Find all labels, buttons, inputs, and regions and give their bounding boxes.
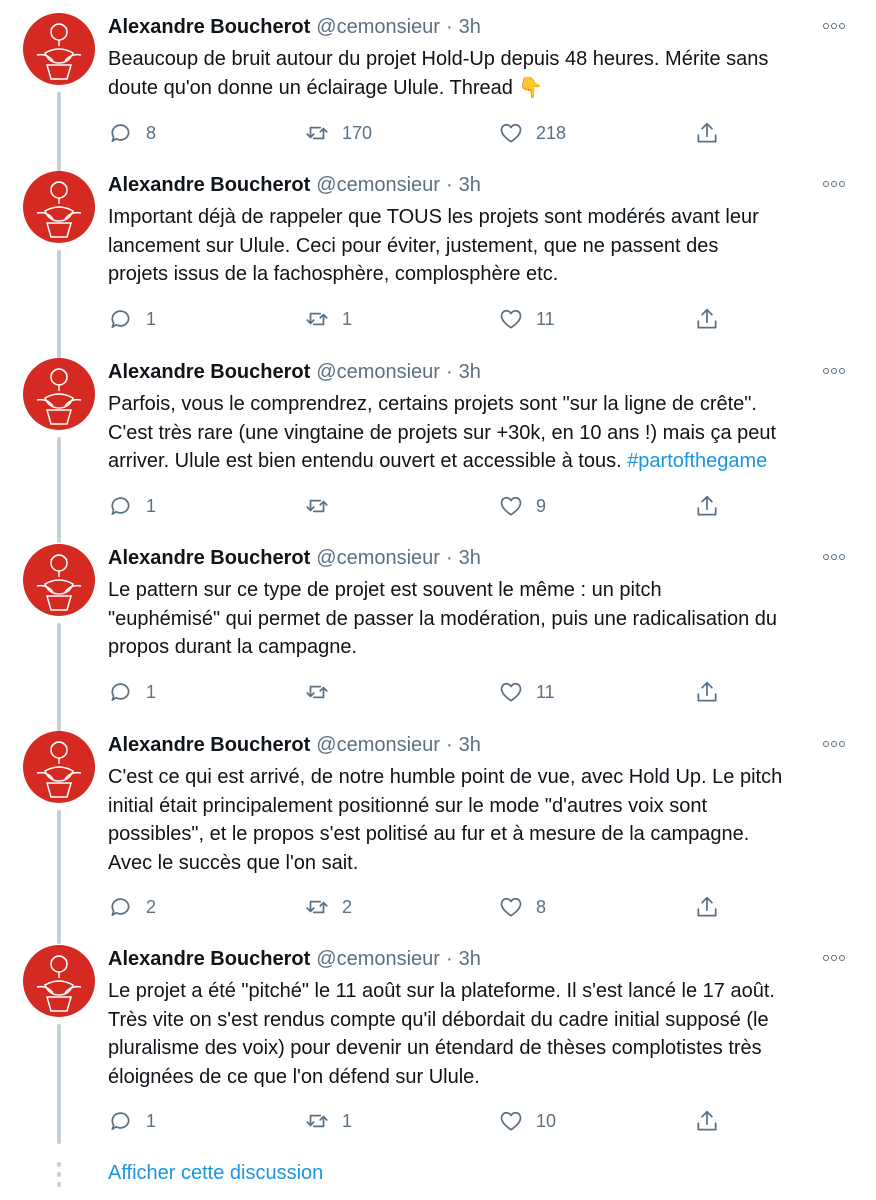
tweet[interactable] <box>0 718 876 932</box>
retweet-count: 2 <box>342 896 353 917</box>
author-handle[interactable]: @cemonsieur <box>316 948 440 970</box>
reply-button[interactable] <box>108 679 156 705</box>
thread-connector <box>57 250 61 360</box>
retweet-button[interactable] <box>304 679 342 705</box>
victorian-woman-avatar-icon <box>23 731 95 803</box>
victorian-woman-avatar-icon <box>23 171 95 243</box>
share-button[interactable] <box>694 894 720 920</box>
thread-connector <box>57 437 61 543</box>
reply-icon <box>108 120 134 146</box>
author-name[interactable]: Alexandre Boucherot <box>108 174 311 196</box>
separator: · <box>445 948 453 970</box>
reply-count: 1 <box>146 495 157 516</box>
author-name[interactable]: Alexandre Boucherot <box>108 734 311 756</box>
retweet-icon <box>304 120 330 146</box>
retweet-icon <box>304 493 330 519</box>
tweet-text: Parfois, vous le comprendrez, certains projets sont "sur la ligne de crête". C'est très rare (une vingtaine de projets sur +30k, en 10 ans !) mais ça peut arriver. Ulule est bien entendu ouvert et accessible à tous. #partofthegame <box>108 393 777 472</box>
separator: · <box>445 361 453 383</box>
timestamp[interactable]: 3h <box>458 16 481 38</box>
like-count: 8 <box>536 896 547 917</box>
victorian-woman-avatar-icon <box>23 358 95 430</box>
separator: · <box>445 16 453 38</box>
author-handle[interactable]: @cemonsieur <box>316 174 440 196</box>
thread-continuation-dots <box>57 1162 61 1192</box>
victorian-woman-avatar-icon <box>23 945 95 1017</box>
tweet[interactable] <box>0 531 876 721</box>
like-count: 218 <box>536 122 567 143</box>
tweet[interactable] <box>0 345 876 535</box>
victorian-woman-avatar-icon <box>23 13 95 85</box>
share-icon <box>694 306 720 332</box>
tweet-text: C'est ce qui est arrivé, de notre humble point de vue, avec Hold Up. Le pitch initial était principalement positionné sur le mode "d'autres voix sont possibles", et le propos s'est politisé au fur et à mesure de la campagne. Avec le succès que l'on sait. <box>108 766 783 874</box>
like-count: 11 <box>536 308 555 329</box>
heart-icon <box>498 493 524 519</box>
tweet-actions <box>108 306 848 332</box>
timestamp[interactable]: 3h <box>458 547 481 569</box>
like-button[interactable] <box>498 679 555 705</box>
reply-icon <box>108 306 134 332</box>
share-icon <box>694 120 720 146</box>
author-name[interactable]: Alexandre Boucherot <box>108 361 311 383</box>
retweet-count: 170 <box>342 122 373 143</box>
tweet-text: Le pattern sur ce type de projet est souvent le même : un pitch "euphémisé" qui permet de passer la modération, puis une radicalisation du propos durant la campagne. <box>108 579 778 658</box>
timestamp[interactable]: 3h <box>458 948 481 970</box>
reply-count: 1 <box>146 308 157 329</box>
reply-icon <box>108 1108 134 1134</box>
heart-icon <box>498 306 524 332</box>
show-thread-link[interactable]: Afficher cette discussion <box>108 1162 324 1184</box>
like-button[interactable] <box>498 894 546 920</box>
like-button[interactable] <box>498 120 566 146</box>
retweet-icon <box>304 1108 330 1134</box>
reply-button[interactable] <box>108 493 156 519</box>
retweet-count: 1 <box>342 1110 353 1131</box>
more-options-icon[interactable] <box>820 551 848 563</box>
reply-count: 2 <box>146 896 157 917</box>
thread-connector <box>57 810 61 944</box>
share-button[interactable] <box>694 679 720 705</box>
tweet-text: Beaucoup de bruit autour du projet Hold-Up depuis 48 heures. Mérite sans doute qu'on donne un éclairage Ulule. Thread 👇 <box>108 48 769 99</box>
separator: · <box>445 174 453 196</box>
thread-footer <box>0 1158 876 1194</box>
heart-icon <box>498 120 524 146</box>
reply-button[interactable] <box>108 120 156 146</box>
avatar[interactable] <box>23 544 95 616</box>
tweet[interactable] <box>0 0 876 172</box>
hashtag-link[interactable]: #partofthegame <box>627 450 768 472</box>
timestamp[interactable]: 3h <box>458 174 481 196</box>
author-handle[interactable]: @cemonsieur <box>316 16 440 38</box>
retweet-button[interactable] <box>304 120 372 146</box>
timestamp[interactable]: 3h <box>458 734 481 756</box>
tweet[interactable] <box>0 158 876 348</box>
avatar[interactable] <box>23 358 95 430</box>
tweet-actions <box>108 493 848 519</box>
retweet-button[interactable] <box>304 306 352 332</box>
author-name[interactable]: Alexandre Boucherot <box>108 16 311 38</box>
avatar[interactable] <box>23 731 95 803</box>
like-count: 11 <box>536 681 555 702</box>
timestamp[interactable]: 3h <box>458 361 481 383</box>
share-button[interactable] <box>694 120 720 146</box>
reply-count: 1 <box>146 1110 157 1131</box>
victorian-woman-avatar-icon <box>23 544 95 616</box>
like-button[interactable] <box>498 1108 556 1134</box>
like-count: 10 <box>536 1110 557 1131</box>
thread-connector <box>57 623 61 733</box>
reply-button[interactable] <box>108 306 156 332</box>
more-options-icon[interactable] <box>820 20 848 32</box>
avatar[interactable] <box>23 945 95 1017</box>
separator: · <box>445 734 453 756</box>
tweet-text: Le projet a été "pitché" le 11 août sur la plateforme. Il s'est lancé le 17 août. Très vite on s'est rendus compte qu'il débordait du cadre initial supposé (le pluralisme des voix) pour devenir un étendard de thèses complotistes très éloignées de ce que l'on défend sur Ulule. <box>108 980 775 1088</box>
tweet-text: Important déjà de rappeler que TOUS les projets sont modérés avant leur lancement sur Ulule. Ceci pour éviter, justement, que ne passent des projets issus de la fachosphère, complosphère etc. <box>108 206 759 285</box>
avatar[interactable] <box>23 171 95 243</box>
retweet-button[interactable] <box>304 493 342 519</box>
reply-button[interactable] <box>108 894 156 920</box>
heart-icon <box>498 679 524 705</box>
retweet-count: 1 <box>342 308 353 329</box>
more-options-icon[interactable] <box>820 178 848 190</box>
retweet-icon <box>304 306 330 332</box>
reply-icon <box>108 493 134 519</box>
like-count: 9 <box>536 495 547 516</box>
author-name[interactable]: Alexandre Boucherot <box>108 948 311 970</box>
share-button[interactable] <box>694 1108 720 1134</box>
author-handle[interactable]: @cemonsieur <box>316 547 440 569</box>
reply-count: 8 <box>146 122 157 143</box>
tweet-actions <box>108 1108 848 1134</box>
like-button[interactable] <box>498 306 555 332</box>
reply-button[interactable] <box>108 1108 156 1134</box>
reply-count: 1 <box>146 681 157 702</box>
tweet[interactable] <box>0 932 876 1152</box>
avatar[interactable] <box>23 13 95 85</box>
more-options-icon[interactable] <box>820 738 848 750</box>
tweet-actions <box>108 894 848 920</box>
heart-icon <box>498 894 524 920</box>
retweet-button[interactable] <box>304 1108 352 1134</box>
reply-icon <box>108 894 134 920</box>
like-button[interactable] <box>498 493 546 519</box>
author-handle[interactable]: @cemonsieur <box>316 734 440 756</box>
retweet-icon <box>304 679 330 705</box>
share-icon <box>694 1108 720 1134</box>
share-icon <box>694 679 720 705</box>
author-name[interactable]: Alexandre Boucherot <box>108 547 311 569</box>
share-icon <box>694 894 720 920</box>
retweet-icon <box>304 894 330 920</box>
more-options-icon[interactable] <box>820 952 848 964</box>
heart-icon <box>498 1108 524 1134</box>
retweet-button[interactable] <box>304 894 352 920</box>
reply-icon <box>108 679 134 705</box>
share-icon <box>694 493 720 519</box>
share-button[interactable] <box>694 306 720 332</box>
tweet-actions <box>108 120 848 146</box>
thread-connector <box>57 1024 61 1144</box>
separator: · <box>445 547 453 569</box>
share-button[interactable] <box>694 493 720 519</box>
more-options-icon[interactable] <box>820 365 848 377</box>
tweet-actions <box>108 679 848 705</box>
author-handle[interactable]: @cemonsieur <box>316 361 440 383</box>
